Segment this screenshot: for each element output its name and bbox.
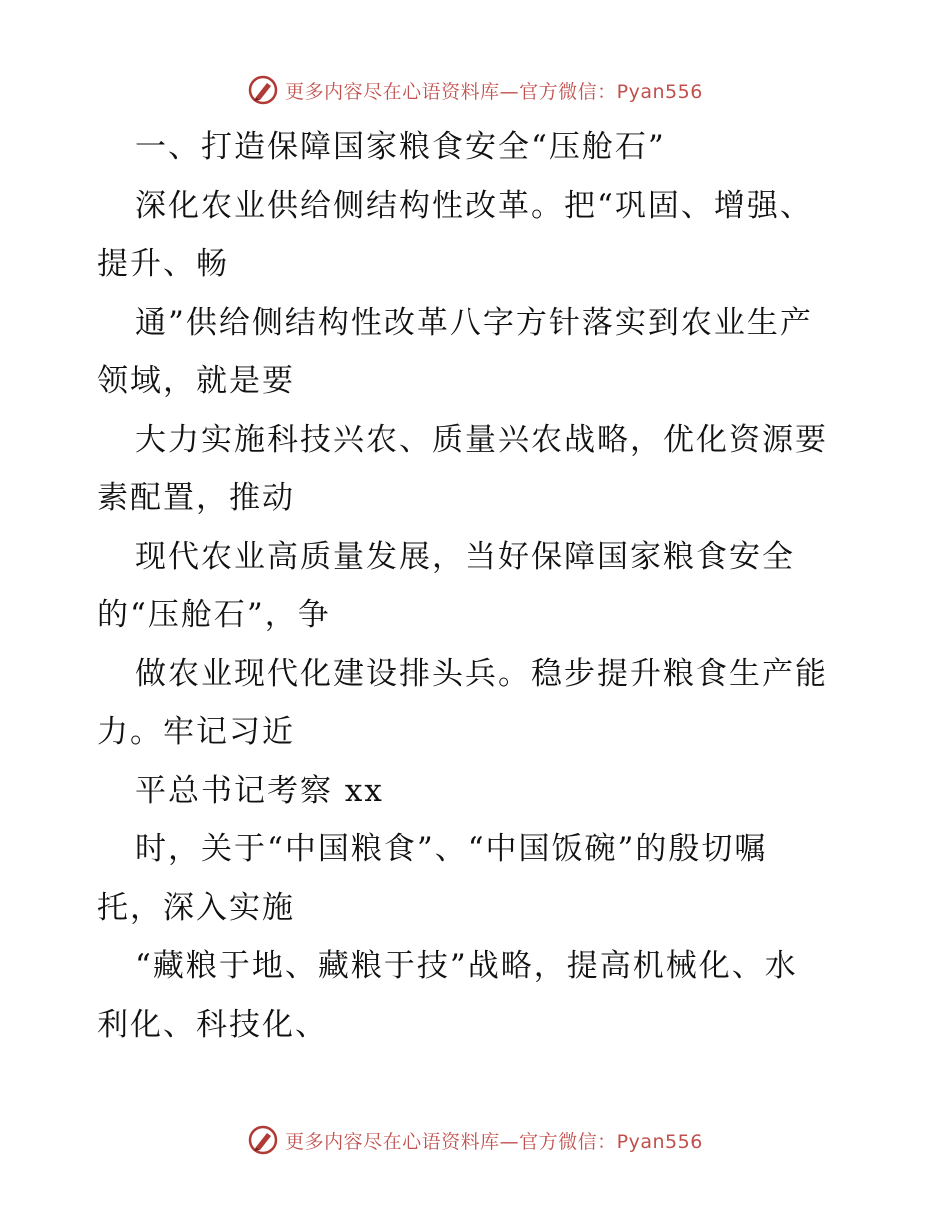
footer-banner-text: 更多内容尽在心语资料库—官方微信：Pyan556 [285, 1130, 703, 1153]
header-banner [0, 70, 950, 110]
header-banner-text: 更多内容尽在心语资料库—官方微信：Pyan556 [285, 80, 703, 103]
paragraph-line: 时，关于“中国粮食”、“中国饭碗”的殷切嘱 [135, 831, 768, 867]
paragraph-line: 提升、畅 [97, 246, 229, 282]
paragraph-line: 通”供给侧结构性改革八字方针落实到农业生产 [135, 304, 813, 341]
section-heading: 一、打造保障国家粮食安全“压舱石” [135, 129, 666, 165]
paragraph-line: 领域，就是要 [97, 363, 295, 399]
paragraph-line: 现代农业高质量发展，当好保障国家粮食安全 [135, 538, 795, 575]
pen-logo-icon [247, 1124, 279, 1156]
paragraph-line: 做农业现代化建设排头兵。稳步提升粮食生产能 [135, 655, 828, 692]
document-body [97, 118, 857, 1054]
paragraph-line: 深化农业供给侧结构性改革。把“巩固、增强、 [135, 187, 813, 224]
paragraph-line: 力。牢记习近 [97, 714, 295, 750]
paragraph-line: 平总书记考察 xx [135, 772, 384, 809]
paragraph-line: “藏粮于地、藏粮于技”战略，提高机械化、水 [135, 948, 798, 984]
pen-logo-icon [247, 74, 279, 106]
footer-banner [0, 1120, 950, 1160]
paragraph-line: 利化、科技化、 [97, 1006, 328, 1043]
paragraph-line: 的“压舱石”，争 [97, 597, 331, 633]
paragraph-line: 大力实施科技兴农、质量兴农战略，优化资源要 [135, 421, 828, 458]
paragraph-line: 素配置，推动 [97, 480, 295, 516]
paragraph-line: 托，深入实施 [97, 889, 295, 926]
